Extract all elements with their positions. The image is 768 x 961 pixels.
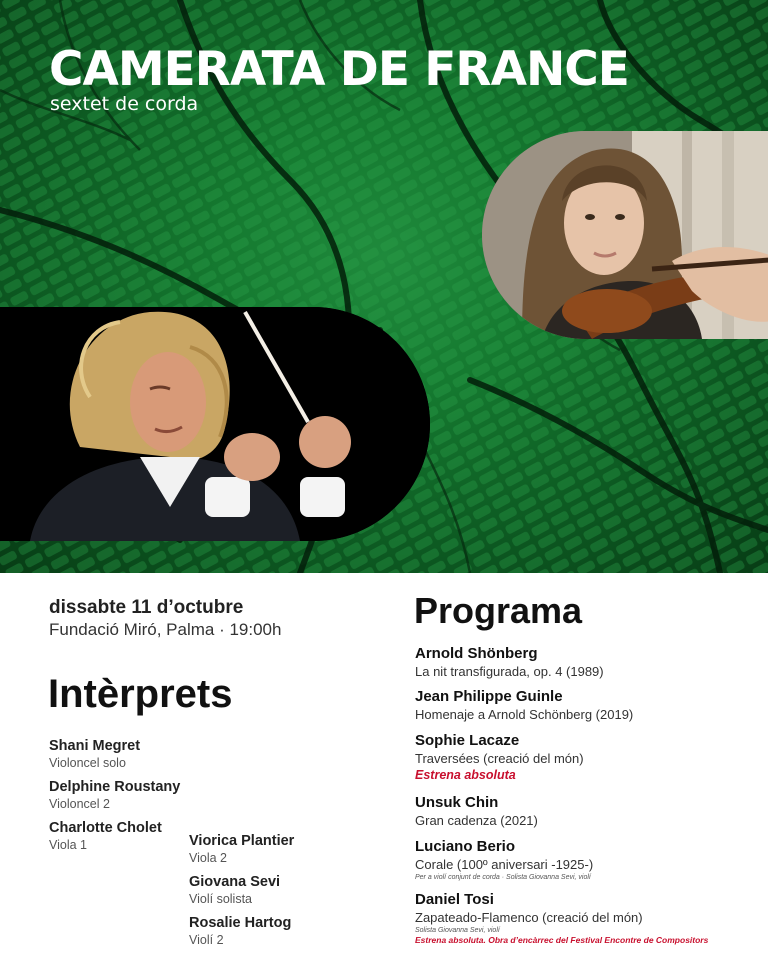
violinist-photo — [482, 131, 768, 339]
performer-name: Rosalie Hartog — [189, 915, 292, 931]
performer-role: Viola 2 — [189, 851, 227, 865]
program-item — [415, 837, 593, 882]
program-item — [415, 890, 708, 946]
performer-role: Violí solista — [189, 892, 252, 906]
work-note: Solista Giovanna Sevi, violí — [415, 927, 500, 934]
performer-role: Violí 2 — [189, 933, 224, 947]
performer-role: Violoncel solo — [49, 756, 126, 770]
work-title: Corale (100º aniversari -1925-) — [415, 857, 594, 872]
premiere-note: Estrena absoluta — [415, 768, 516, 782]
performer-name: Giovana Sevi — [189, 874, 281, 890]
conductor-photo — [0, 307, 430, 541]
composer-name: Daniel Tosi — [415, 891, 494, 908]
work-title: Zapateado-Flamenco (creació del món) — [415, 910, 643, 925]
programa-heading: Programa — [414, 590, 583, 631]
performer-item — [189, 914, 291, 948]
composer-name: Luciano Berio — [415, 838, 516, 855]
performer-role: Viola 1 — [49, 838, 87, 852]
performer-name: Viorica Plantier — [189, 833, 295, 849]
composer-name: Unsuk Chin — [415, 794, 499, 811]
performer-name: Shani Megret — [49, 738, 141, 754]
performer-role: Violoncel 2 — [49, 797, 110, 811]
premiere-note: Estrena absoluta. Obra d’encàrrec del Festival Encontre de Compositors — [415, 935, 709, 945]
performer-name: Charlotte Cholet — [49, 820, 162, 836]
composer-name: Sophie Lacaze — [415, 732, 520, 749]
program-item — [415, 731, 584, 784]
interpretes-heading: Intèrprets — [48, 672, 233, 716]
page-subtitle: sextet de corda — [50, 93, 199, 115]
performer-item — [49, 819, 162, 853]
performer-item — [49, 737, 140, 771]
program-item — [415, 644, 604, 680]
work-title: Gran cadenza (2021) — [415, 813, 538, 828]
program-item — [415, 793, 538, 829]
work-title: Homenaje a Arnold Schönberg (2019) — [415, 707, 634, 722]
composer-name: Jean Philippe Guinle — [415, 688, 563, 705]
page-title: CAMERATA DE FRANCE — [49, 42, 629, 97]
performer-name: Delphine Roustany — [49, 779, 181, 795]
work-title: La nit transfigurada, op. 4 (1989) — [415, 664, 604, 679]
program-item — [415, 687, 633, 723]
event-venue: Fundació Miró, Palma · 19:00h — [49, 620, 282, 639]
performer-item — [189, 873, 280, 907]
work-note: Per a violí conjunt de corda · Solista Giovanna Sevi, violí — [415, 874, 591, 881]
event-date: dissabte 11 d’octubre — [49, 597, 244, 618]
performer-item — [49, 778, 180, 812]
performer-item — [189, 832, 294, 866]
composer-name: Arnold Shönberg — [415, 645, 538, 662]
work-title: Traversées (creació del món) — [415, 751, 584, 766]
